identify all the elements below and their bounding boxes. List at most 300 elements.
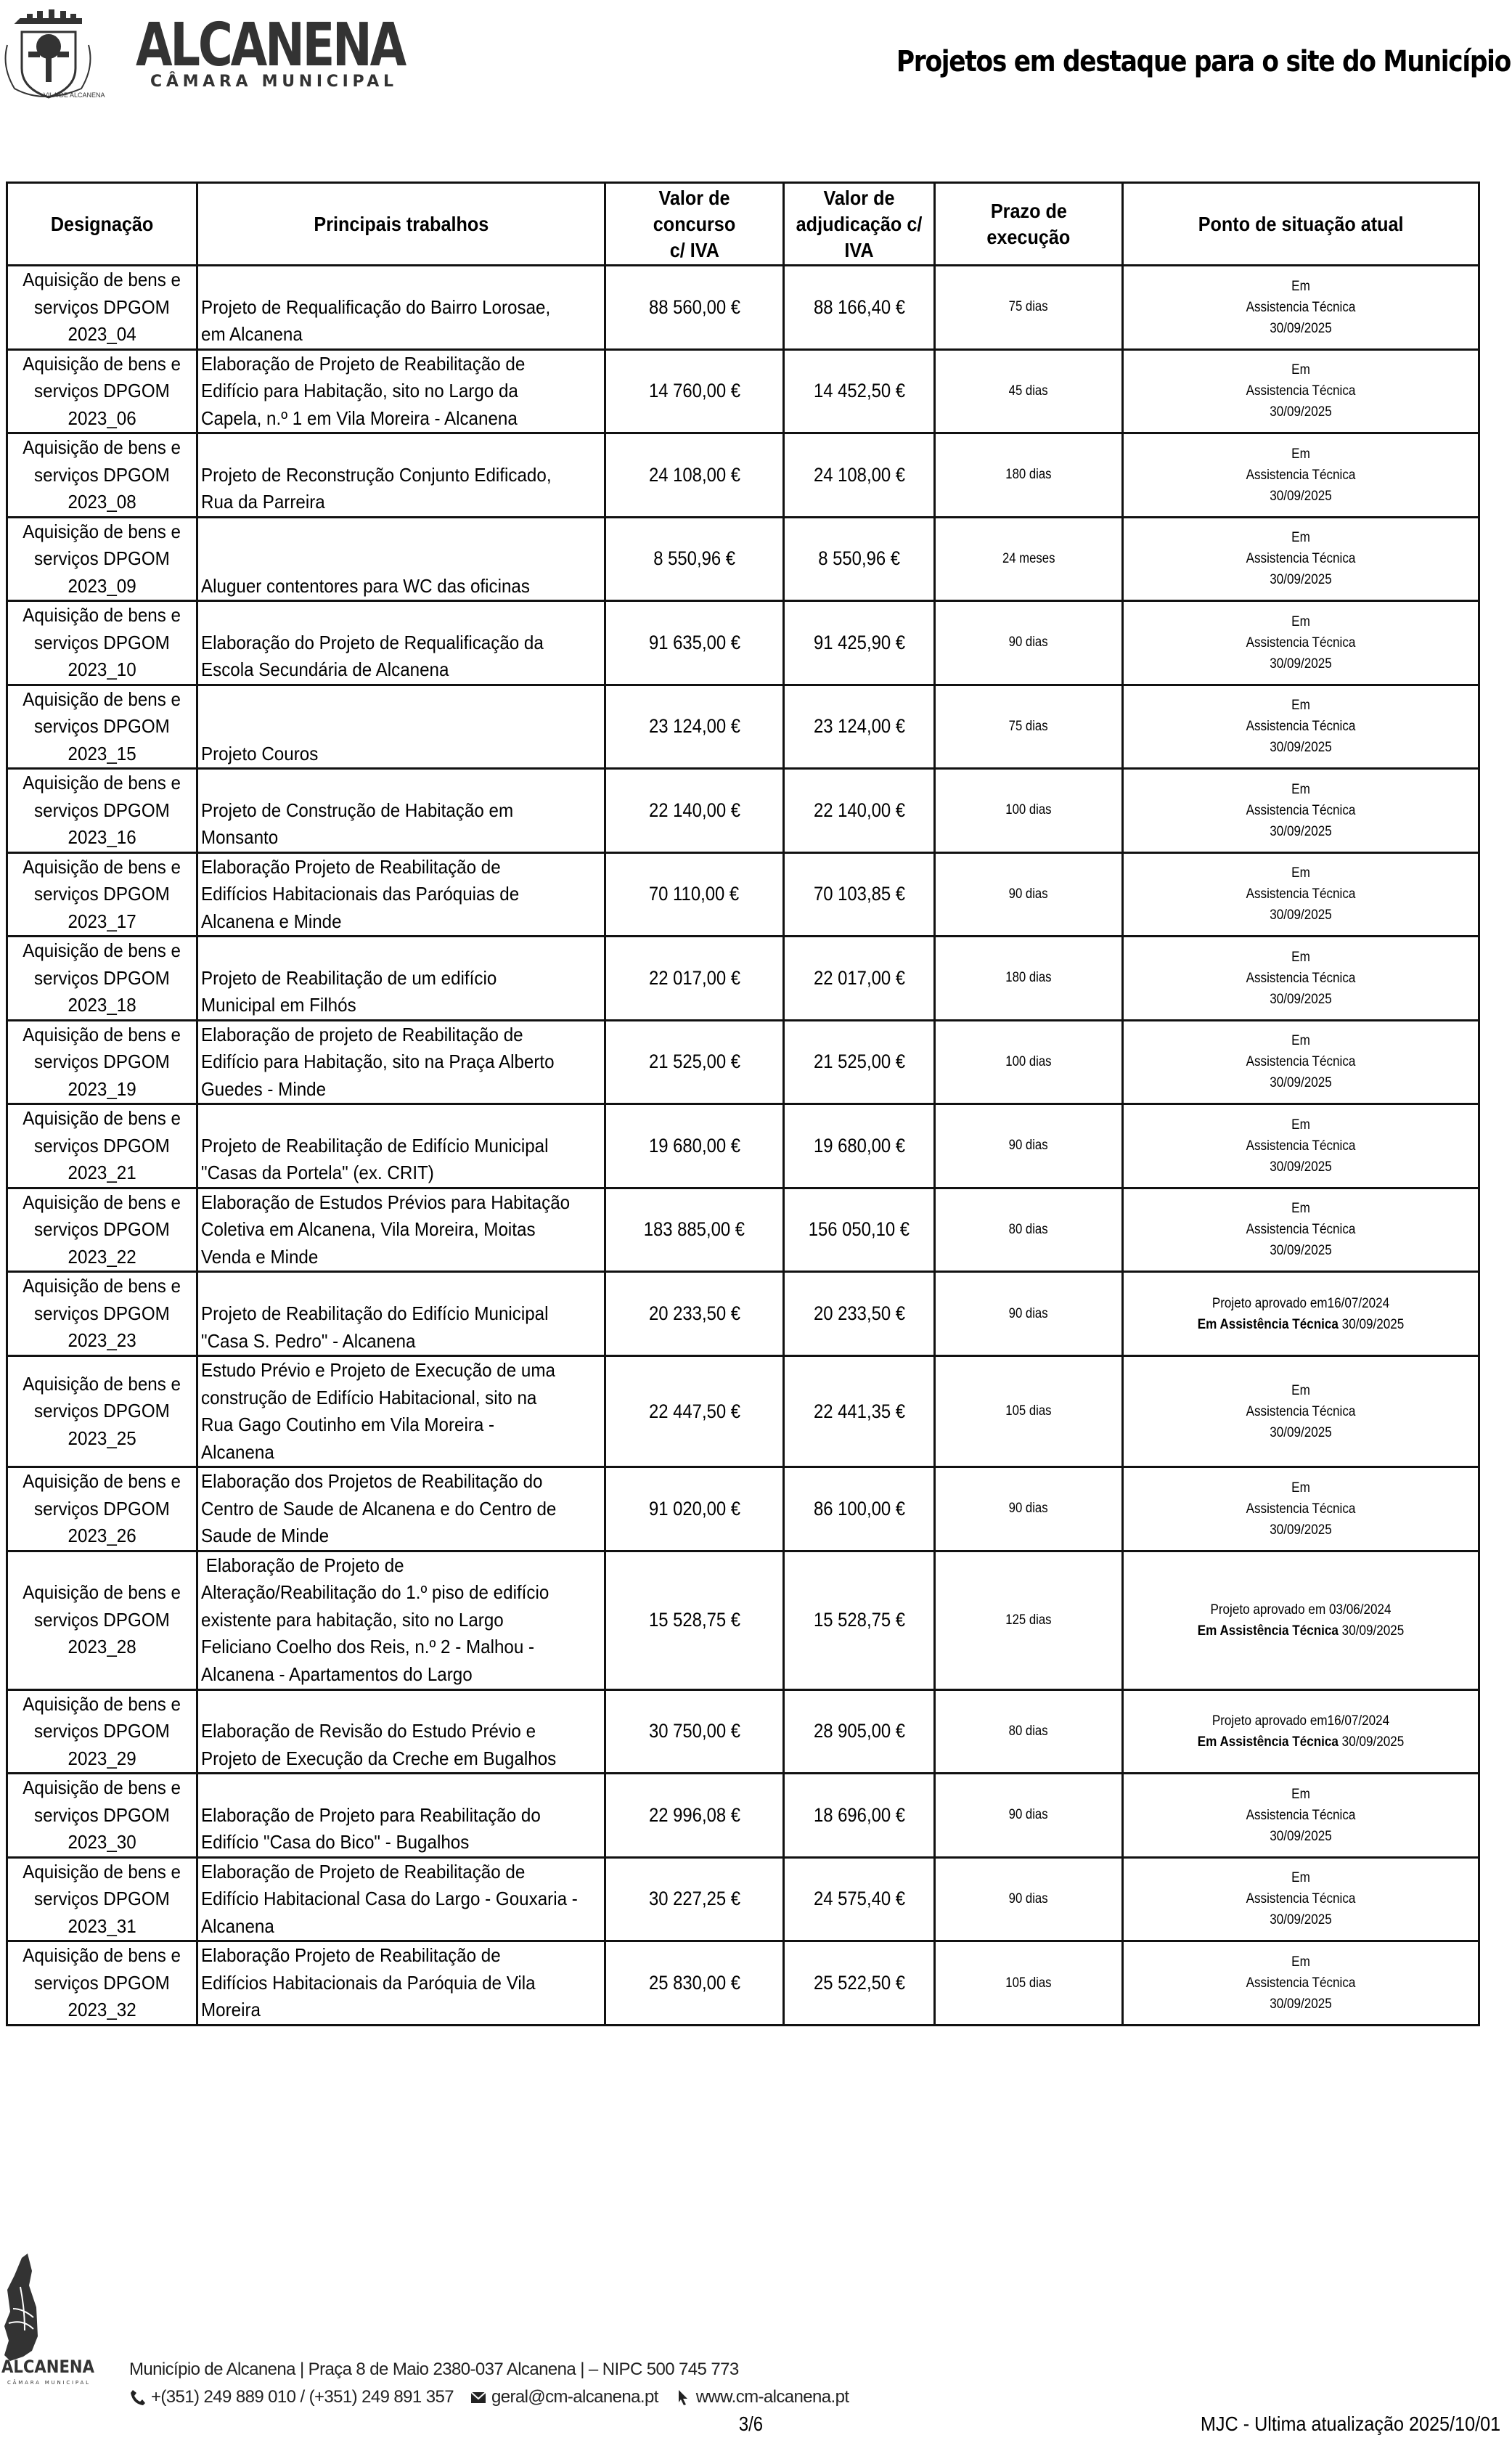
col-header-ponto-situacao: Ponto de situação atual [1123,183,1479,266]
prazo-value: 100 dias [1005,802,1052,818]
trabalhos-line: Elaboração de Projeto para Reabilitação do [201,1803,541,1826]
cell-designacao [7,852,197,937]
cell-prazo [935,1467,1123,1551]
status-line: Em [1291,530,1310,546]
cell-designacao [7,1104,197,1188]
trabalhos-line: Projeto de Requalificação do Bairro Lorosae, [201,295,551,318]
envelope-icon [470,2389,487,2406]
status-line: 30/09/2025 [1270,1159,1332,1175]
cell-trabalhos [197,1857,605,1941]
footer-website[interactable]: www.cm-alcanena.pt [695,2387,849,2407]
cell-valor-concurso [605,1272,784,1356]
cell-trabalhos [197,266,605,350]
cell-valor-adjudicacao [784,852,935,937]
cell-designacao [7,1551,197,1689]
status-line: 30/09/2025 [1270,572,1332,588]
valor-adjudicacao-value: 91 425,90 € [813,631,905,653]
cell-valor-adjudicacao [784,601,935,685]
designacao-line: 2023_18 [68,994,136,1016]
valor-concurso-value: 24 108,00 € [648,463,740,486]
status-assistance: Em Assistência Técnica [1197,1316,1339,1332]
valor-adjudicacao-value: 21 525,00 € [813,1051,905,1073]
status-assistance-line [1144,1314,1458,1335]
cell-trabalhos [197,852,605,937]
cell-prazo [935,852,1123,937]
designacao-line: serviços DPGOM [34,1803,170,1826]
table-row [7,1104,1479,1188]
valor-concurso-value: 88 560,00 € [648,295,740,318]
table-row [7,1941,1479,2026]
designacao-line: serviços DPGOM [34,966,170,989]
trabalhos-line: Rua da Parreira [201,491,325,513]
cell-prazo [935,937,1123,1021]
designacao-line: serviços DPGOM [34,295,170,318]
cell-prazo [935,1020,1123,1104]
status-line: 30/09/2025 [1270,404,1332,420]
cell-prazo [935,1857,1123,1941]
designacao-line: Aquisição de bens e [23,1860,181,1883]
status-line: Em [1291,698,1310,714]
cell-ponto-situacao [1123,1774,1479,1858]
designacao-line: serviços DPGOM [34,1720,170,1742]
cell-ponto-situacao [1123,1356,1479,1467]
col-header-valor-adjudicacao: Valor de adjudicação c/ IVA [784,183,935,266]
designacao-line: Aquisição de bens e [23,352,181,375]
status-approved: Projeto aprovado em16/07/2024 [1211,1713,1390,1729]
cell-prazo [935,1551,1123,1689]
valor-concurso-value: 23 124,00 € [648,715,740,738]
prazo-value: 24 meses [1002,550,1055,566]
status-line: Assistencia Técnica [1246,1501,1356,1517]
valor-concurso-value: 25 830,00 € [648,1972,740,1994]
status-line: Em [1291,1786,1310,1802]
cell-trabalhos [197,1941,605,2026]
trabalhos-line: "Casa S. Pedro" - Alcanena [201,1329,416,1352]
page-title: Projetos em destaque para o site do Município [896,45,1511,78]
cell-ponto-situacao [1123,1551,1479,1689]
footer-phone: +(351) 249 889 010 / (+351) 249 891 357 [151,2387,454,2407]
cell-prazo [935,601,1123,685]
cell-valor-adjudicacao [784,769,935,853]
prazo-value: 90 dias [1009,1891,1048,1906]
designacao-line: serviços DPGOM [34,631,170,653]
cell-valor-adjudicacao [784,937,935,1021]
cell-valor-adjudicacao [784,1689,935,1774]
table-row [7,517,1479,601]
trabalhos-line: Aluguer contentores para WC das oficinas [201,574,530,597]
prazo-value: 90 dias [1009,1807,1048,1823]
status-line: 30/09/2025 [1270,1912,1332,1928]
cell-ponto-situacao [1123,601,1479,685]
trabalhos-line: Projeto de Execução da Creche em Bugalhos [201,1747,557,1769]
cell-valor-adjudicacao [784,266,935,350]
cell-valor-adjudicacao [784,685,935,769]
valor-adjudicacao-value: 19 680,00 € [813,1134,905,1157]
designacao-line: Aquisição de bens e [23,1372,181,1395]
cell-prazo [935,517,1123,601]
cell-ponto-situacao [1123,1272,1479,1356]
cell-valor-concurso [605,1356,784,1467]
prazo-value: 90 dias [1009,1501,1048,1517]
cell-designacao [7,769,197,853]
cell-designacao [7,685,197,769]
cell-trabalhos [197,349,605,433]
footer-address: Município de Alcanena | Praça 8 de Maio 2380-037 Alcanena | – NIPC 500 745 773 [129,2360,739,2379]
table-row [7,937,1479,1021]
cell-trabalhos [197,601,605,685]
cell-valor-adjudicacao [784,349,935,433]
prazo-value: 125 dias [1005,1612,1052,1628]
cell-designacao [7,1941,197,2026]
prazo-value: 90 dias [1009,1138,1048,1154]
status-line: Em [1291,781,1310,797]
table-row [7,1272,1479,1356]
valor-concurso-value: 21 525,00 € [648,1051,740,1073]
designacao-line: serviços DPGOM [34,1302,170,1324]
designacao-line: 2023_09 [68,574,136,597]
cell-designacao [7,1356,197,1467]
designacao-line: Aquisição de bens e [23,1470,181,1492]
cell-ponto-situacao [1123,349,1479,433]
table-row [7,601,1479,685]
table-row [7,1467,1479,1551]
status-approved: Projeto aprovado em16/07/2024 [1211,1295,1390,1311]
valor-concurso-value: 183 885,00 € [643,1218,745,1241]
cell-valor-concurso [605,1857,784,1941]
designacao-line: serviços DPGOM [34,799,170,821]
designacao-line: 2023_17 [68,910,136,932]
status-line: Assistencia Técnica [1246,970,1356,986]
cell-valor-concurso [605,685,784,769]
status-line: Assistencia Técnica [1246,1975,1356,1991]
cell-ponto-situacao [1123,1104,1479,1188]
table-row [7,1689,1479,1774]
designacao-line: 2023_08 [68,491,136,513]
status-line: 30/09/2025 [1270,908,1332,923]
status-line: 30/09/2025 [1270,823,1332,839]
footer-email[interactable]: geral@cm-alcanena.pt [491,2387,658,2407]
status-line: Assistencia Técnica [1246,1138,1356,1154]
designacao-line: 2023_26 [68,1525,136,1546]
trabalhos-line: Municipal em Filhós [201,994,356,1016]
trabalhos-line: Alcanena [201,1914,274,1937]
cell-trabalhos [197,685,605,769]
footer-logo-wordmark: ALCANENA [1,2357,95,2377]
table-row [7,266,1479,350]
designacao-line: serviços DPGOM [34,883,170,905]
valor-concurso-value: 20 233,50 € [648,1302,740,1324]
trabalhos-line: Coletiva em Alcanena, Vila Moreira, Moitas [201,1218,536,1240]
designacao-line: Aquisição de bens e [23,520,181,542]
valor-concurso-value: 22 017,00 € [648,966,740,989]
cell-valor-adjudicacao [784,1272,935,1356]
designacao-line: 2023_23 [68,1329,136,1352]
valor-concurso-value: 30 227,25 € [648,1888,740,1910]
prazo-value: 90 dias [1009,886,1048,902]
cell-valor-adjudicacao [784,1941,935,2026]
status-line: 30/09/2025 [1270,1997,1332,2012]
cell-valor-concurso [605,1188,784,1272]
designacao-line: 2023_19 [68,1077,136,1100]
valor-concurso-value: 30 750,00 € [648,1720,740,1742]
cell-ponto-situacao [1123,1689,1479,1774]
cell-prazo [935,1941,1123,2026]
status-line: Assistencia Técnica [1246,1891,1356,1907]
status-line: 30/09/2025 [1270,991,1332,1007]
cell-valor-concurso [605,769,784,853]
col-header-valor-concurso: Valor de concurso c/ IVA [605,183,784,266]
valor-adjudicacao-value: 24 108,00 € [813,463,905,486]
designacao-line: Aquisição de bens e [23,1191,181,1213]
footer-logo [0,2251,98,2396]
trabalhos-line: Projeto Couros [201,742,319,764]
trabalhos-line: Elaboração do Projeto de Requalificação da [201,631,544,653]
prazo-value: 80 dias [1009,1723,1048,1739]
valor-adjudicacao-value: 28 905,00 € [813,1720,905,1742]
cell-ponto-situacao [1123,937,1479,1021]
table-row [7,1020,1479,1104]
valor-adjudicacao-value: 14 452,50 € [813,380,905,402]
status-date: 30/09/2025 [1341,1623,1405,1639]
cell-valor-concurso [605,1104,784,1188]
cell-trabalhos [197,517,605,601]
cell-trabalhos [197,1467,605,1551]
prazo-value: 75 dias [1009,718,1048,734]
designacao-line: Aquisição de bens e [23,688,181,710]
trabalhos-line: Monsanto [201,826,279,848]
trabalhos-line: Elaboração de Projeto de Reabilitação de [201,1860,526,1883]
cell-valor-concurso [605,266,784,350]
trabalhos-line: Rua Gago Coutinho em Vila Moreira - [201,1414,495,1435]
designacao-line: 2023_28 [68,1636,136,1658]
cell-ponto-situacao [1123,1467,1479,1551]
status-line: Assistencia Técnica [1246,383,1356,399]
cell-valor-concurso [605,349,784,433]
valor-adjudicacao-value: 18 696,00 € [813,1803,905,1826]
cell-valor-concurso [605,1774,784,1858]
status-line: Em [1291,1480,1310,1496]
designacao-line: Aquisição de bens e [23,1023,181,1045]
valor-adjudicacao-value: 22 140,00 € [813,799,905,821]
status-line: 30/09/2025 [1270,1522,1332,1538]
cell-valor-adjudicacao [784,1467,935,1551]
status-line: 30/09/2025 [1270,1243,1332,1259]
page-number: 3/6 [738,2413,764,2435]
trabalhos-line: Venda e Minde [201,1245,319,1268]
cell-valor-adjudicacao [784,1551,935,1689]
designacao-line: 2023_04 [68,323,136,345]
cell-designacao [7,1857,197,1941]
municipality-logo [1,1,408,103]
trabalhos-line: Alcanena - Apartamentos do Largo [201,1663,473,1685]
valor-adjudicacao-value: 86 100,00 € [813,1497,905,1520]
status-assistance: Em Assistência Técnica [1197,1623,1339,1639]
designacao-line: 2023_29 [68,1747,136,1769]
valor-adjudicacao-value: 25 522,50 € [813,1972,905,1994]
status-line: Assistencia Técnica [1246,802,1356,818]
cell-prazo [935,1689,1123,1774]
designacao-line: serviços DPGOM [34,463,170,486]
prazo-value: 80 dias [1009,1221,1048,1237]
status-line: Assistencia Técnica [1246,299,1356,315]
table-row [7,1774,1479,1858]
valor-concurso-value: 14 760,00 € [648,380,740,402]
trabalhos-line: em Alcanena [201,323,303,345]
cell-designacao [7,601,197,685]
cell-valor-concurso [605,433,784,518]
col-header-trabalhos: Principais trabalhos [197,183,605,266]
cell-valor-adjudicacao [784,1774,935,1858]
status-line: Em [1291,1954,1310,1970]
valor-adjudicacao-value: 88 166,40 € [813,295,905,318]
cell-trabalhos [197,1272,605,1356]
cell-designacao [7,349,197,433]
designacao-line: 2023_10 [68,658,136,680]
table-row [7,1857,1479,1941]
trabalhos-line: Projeto de Reabilitação de Edifício Municipal [201,1134,549,1157]
designacao-line: Aquisição de bens e [23,1944,181,1967]
status-line: Em [1291,613,1310,629]
status-line: 30/09/2025 [1270,1075,1332,1091]
trabalhos-line: Elaboração Projeto de Reabilitação de [201,855,501,878]
trabalhos-line: Edifício "Casa do Bico" - Bugalhos [201,1831,470,1853]
designacao-line: serviços DPGOM [34,547,170,569]
designacao-line: 2023_21 [68,1162,136,1183]
trabalhos-line: Escola Secundária de Alcanena [201,658,449,680]
status-line: Em [1291,1117,1310,1133]
trabalhos-line: Edifício para Habitação, sito na Praça Alberto [201,1051,555,1072]
cell-ponto-situacao [1123,852,1479,937]
valor-adjudicacao-value: 8 550,96 € [818,547,900,570]
valor-adjudicacao-value: 23 124,00 € [813,715,905,738]
valor-adjudicacao-value: 156 050,10 € [808,1218,910,1241]
footer-contacts [129,2356,849,2411]
valor-adjudicacao-value: 22 017,00 € [813,966,905,989]
cell-trabalhos [197,937,605,1021]
trabalhos-line: Edifício Habitacional Casa do Largo - Gouxaria - [201,1888,578,1909]
trabalhos-line: Alcanena [201,1440,274,1463]
cell-valor-adjudicacao [784,1188,935,1272]
cell-valor-concurso [605,937,784,1021]
last-updated: MJC - Ultima atualização 2025/10/01 [1200,2413,1500,2435]
cell-valor-concurso [605,852,784,937]
prazo-value: 180 dias [1005,970,1052,986]
status-line: Assistencia Técnica [1246,467,1356,483]
valor-concurso-value: 19 680,00 € [648,1134,740,1157]
cell-valor-concurso [605,1467,784,1551]
cell-trabalhos [197,1188,605,1272]
prazo-value: 100 dias [1005,1053,1052,1069]
trabalhos-line: Feliciano Coelho dos Reis, n.º 2 - Malhou - [201,1636,535,1658]
status-line: 30/09/2025 [1270,1828,1332,1844]
status-date: 30/09/2025 [1341,1316,1405,1332]
cell-ponto-situacao [1123,769,1479,853]
cell-designacao [7,1689,197,1774]
cell-ponto-situacao [1123,1188,1479,1272]
status-line: 30/09/2025 [1270,320,1332,336]
designacao-line: serviços DPGOM [34,1218,170,1240]
designacao-line: serviços DPGOM [34,1971,170,1994]
designacao-line: Aquisição de bens e [23,772,181,794]
designacao-line: 2023_31 [68,1914,136,1937]
table-row [7,685,1479,769]
trabalhos-line: Estudo Prévio e Projeto de Execução de uma [201,1359,555,1381]
trabalhos-line: Projeto de Construção de Habitação em [201,799,514,821]
table-row [7,1188,1479,1272]
status-line: Em [1291,949,1310,965]
cell-prazo [935,1272,1123,1356]
designacao-line: Aquisição de bens e [23,1692,181,1715]
status-line: Em [1291,1382,1310,1398]
cell-valor-concurso [605,1551,784,1689]
cell-ponto-situacao [1123,1941,1479,2026]
designacao-line: serviços DPGOM [34,1051,170,1072]
status-line: 30/09/2025 [1270,740,1332,756]
prazo-value: 45 dias [1009,383,1048,399]
cell-prazo [935,1356,1123,1467]
cell-designacao [7,1272,197,1356]
valor-adjudicacao-value: 20 233,50 € [813,1302,905,1324]
designacao-line: serviços DPGOM [34,1888,170,1909]
valor-adjudicacao-value: 22 441,35 € [813,1400,905,1422]
cell-designacao [7,1020,197,1104]
designacao-line: serviços DPGOM [34,1400,170,1422]
status-line: Em [1291,362,1310,378]
cell-designacao [7,1467,197,1551]
status-line: Assistencia Técnica [1246,635,1356,650]
valor-concurso-value: 91 635,00 € [648,631,740,653]
trabalhos-line: Projeto de Reconstrução Conjunto Edificado, [201,463,552,486]
phone-icon [129,2389,147,2406]
designacao-line: Aquisição de bens e [23,436,181,458]
status-line: Em [1291,278,1310,294]
status-line: Em [1291,865,1310,881]
designacao-line: Aquisição de bens e [23,269,181,290]
cell-trabalhos [197,1774,605,1858]
designacao-line: 2023_16 [68,826,136,848]
trabalhos-line: Edifícios Habitacionais da Paróquia de Vila [201,1971,536,1994]
table-row [7,769,1479,853]
designacao-line: Aquisição de bens e [23,604,181,626]
status-line: 30/09/2025 [1270,656,1332,672]
status-line: Assistencia Técnica [1246,1403,1356,1419]
cell-valor-concurso [605,1020,784,1104]
prazo-value: 75 dias [1009,299,1048,315]
valor-concurso-value: 70 110,00 € [649,883,740,905]
cell-valor-adjudicacao [784,1020,935,1104]
valor-adjudicacao-value: 24 575,40 € [813,1888,905,1910]
cell-designacao [7,266,197,350]
valor-concurso-value: 22 996,08 € [648,1803,740,1826]
cell-designacao [7,517,197,601]
trabalhos-line: Edifício para Habitação, sito no Largo da [201,380,518,401]
trabalhos-line: Elaboração dos Projetos de Reabilitação do [201,1470,543,1492]
cell-trabalhos [197,1020,605,1104]
cursor-icon [674,2389,692,2406]
designacao-line: 2023_32 [68,1999,136,2021]
trabalhos-line: existente para habitação, sito no Largo [201,1608,504,1631]
designacao-line: Aquisição de bens e [23,1581,181,1604]
table-row [7,852,1479,937]
status-approved: Projeto aprovado em 03/06/2024 [1210,1602,1392,1618]
prazo-value: 105 dias [1005,1403,1052,1419]
cell-valor-concurso [605,601,784,685]
valor-adjudicacao-value: 15 528,75 € [813,1609,905,1631]
status-line: Em [1291,1870,1310,1886]
logo-wordmark: ALCANENA [136,11,407,80]
status-line: Assistencia Técnica [1246,719,1356,735]
cell-trabalhos [197,769,605,853]
